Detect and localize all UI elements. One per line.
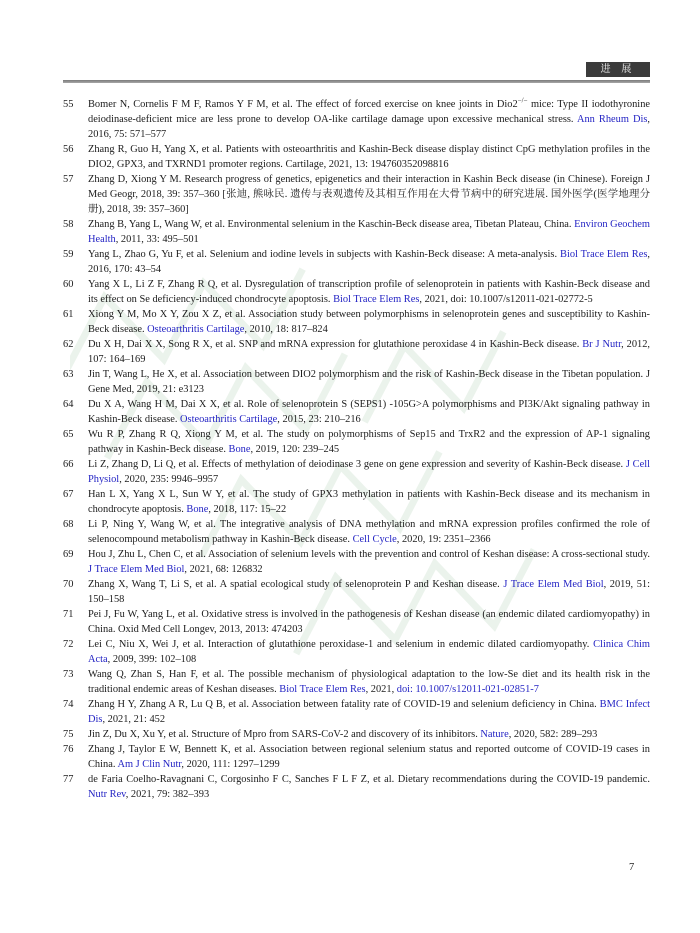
reference-number: 62	[63, 339, 74, 350]
reference-item	[63, 427, 650, 457]
text-segment: , 2012, 107: 164–169	[88, 339, 651, 365]
text-segment: Yang X L, Li Z F, Zhang R Q, et al. Dysregulation of transcription profile of selenoprotein in patients with Kashin-Beck disease and its effect on Se deficiency-induced chondrocyte apoptosis.	[88, 279, 650, 305]
journal-link[interactable]: J Cell Physiol	[88, 459, 650, 485]
reference-number: 77	[63, 774, 74, 785]
reference-text	[88, 397, 650, 427]
reference-item	[63, 307, 650, 337]
reference-number: 73	[63, 669, 74, 680]
text-segment: , 2011, 33: 495–501	[115, 234, 199, 245]
reference-number: 74	[63, 699, 74, 710]
journal-link[interactable]: Br J Nutr	[582, 339, 622, 350]
text-segment: Zhang R, Guo H, Yang X, et al. Patients with osteoarthritis and Kashin-Beck disease display distinct CpG methylation profiles in the DIO2, GPX3, and TXRND1 promoter regions. Cartilage, 2021, 13: 194760352098816	[88, 144, 650, 170]
reference-text	[88, 727, 650, 742]
journal-link[interactable]: Environ Geochem Health	[88, 219, 650, 245]
text-segment: , 2015, 23: 210–216	[277, 414, 361, 425]
text-segment: , 2020, 19: 2351–2366	[396, 534, 491, 545]
reference-number: 70	[63, 579, 74, 590]
text-segment: , 2020, 582: 289–293	[508, 729, 598, 740]
journal-link[interactable]: Biol Trace Elem Res	[333, 294, 420, 305]
text-segment: mice: Type II iodothyronine deiodinase-deficient mice are less prone to develop OA-like cartilage damage upon excessive mechanical stress.	[88, 99, 650, 125]
reference-text	[88, 607, 650, 637]
text-segment: Wang Q, Zhan S, Han F, et al. The possible mechanism of physiological adaptation to the low-Se diet and its health risk in the traditional endemic areas of Keshan diseases.	[88, 669, 650, 695]
reference-number: 60	[63, 279, 74, 290]
text-segment: , 2010, 18: 817–824	[244, 324, 328, 335]
reference-number: 72	[63, 639, 74, 650]
text-segment: Du X A, Wang H M, Dai X X, et al. Role of selenoprotein S (SEPS1) -105G>A polymorphisms and PI3K/Akt signaling pathway in Kashin-Beck disease.	[88, 399, 650, 425]
text-segment: , 2021,	[365, 684, 397, 695]
reference-text	[88, 772, 650, 802]
reference-item	[63, 487, 650, 517]
journal-link[interactable]: Bone	[228, 444, 251, 455]
reference-item	[63, 742, 650, 772]
text-segment: de Faria Coelho-Ravagnani C, Corgosinho F C, Sanches F L F Z, et al. Dietary recommendations during the COVID-19 pandemic.	[88, 774, 650, 785]
reference-text	[88, 577, 650, 607]
reference-item	[63, 607, 650, 637]
header-rule	[63, 80, 650, 83]
reference-text	[88, 427, 650, 457]
text-segment: Zhang D, Xiong Y M. Research progress of genetics, epigenetics and their interaction in Kashin Beck disease (in Chinese). Foreign J Med Geogr, 2018, 39: 357–360 [张迪, 熊咏民. 遗传与表观遗传及其相互作用在大骨节病中的研究进展. 国外医学(医学地理分册), 2018, 39: 357–360]	[88, 174, 650, 215]
reference-text	[88, 367, 650, 397]
text-segment: Zhang J, Taylor E W, Bennett K, et al. Association between regional selenium status and reported outcome of COVID-19 cases in China.	[88, 744, 650, 770]
text-segment: Zhang X, Wang T, Li S, et al. A spatial ecological study of selenoprotein P and Keshan disease.	[88, 579, 504, 590]
reference-number: 56	[63, 144, 74, 155]
reference-item	[63, 772, 650, 802]
reference-item	[63, 217, 650, 247]
reference-number: 76	[63, 744, 74, 755]
journal-link[interactable]: Cell Cycle	[352, 534, 397, 545]
journal-link[interactable]: J Trace Elem Med Biol	[503, 579, 604, 590]
text-segment: Li P, Ning Y, Wang W, et al. The integrative analysis of DNA methylation and mRNA expression profiles confirmed the role of selenocompound metabolism pathway in Kashin-Beck disease.	[88, 519, 650, 545]
text-segment: , 2021, 21: 452	[102, 714, 166, 725]
reference-text	[88, 217, 650, 247]
reference-list	[63, 97, 650, 802]
reference-number: 59	[63, 249, 74, 260]
journal-link[interactable]: Nutr Rev	[88, 789, 126, 800]
text-segment: Han L X, Yang X L, Sun W Y, et al. The study of GPX3 methylation in patients with Kashin-Beck disease and its mechanism in chondrocyte apoptosis.	[88, 489, 650, 515]
journal-link[interactable]: J Trace Elem Med Biol	[88, 564, 185, 575]
reference-item	[63, 337, 650, 367]
reference-item	[63, 637, 650, 667]
reference-item	[63, 457, 650, 487]
journal-link[interactable]: Osteoarthritis Cartilage	[180, 414, 278, 425]
reference-text	[88, 337, 650, 367]
reference-number: 75	[63, 729, 74, 740]
reference-item	[63, 577, 650, 607]
journal-link[interactable]: BMC Infect Dis	[88, 699, 650, 725]
text-segment: Jin T, Wang L, He X, et al. Association between DIO2 polymorphism and the risk of Kashin-Beck disease in the Tibetan population. J Gene Med, 2019, 21: e3123	[88, 369, 650, 395]
text-segment: , 2021, 79: 382–393	[125, 789, 210, 800]
reference-item	[63, 247, 650, 277]
reference-number: 65	[63, 429, 74, 440]
text-segment: , 2019, 120: 239–245	[250, 444, 340, 455]
journal-link[interactable]: Am J Clin Nutr	[117, 759, 182, 770]
journal-link[interactable]: Osteoarthritis Cartilage	[147, 324, 245, 335]
reference-number: 58	[63, 219, 74, 230]
text-segment: Yang L, Zhao G, Yu F, et al. Selenium and iodine levels in subjects with Kashin-Beck disease: A meta-analysis.	[88, 249, 561, 260]
reference-text	[88, 547, 650, 577]
reference-text	[88, 487, 650, 517]
reference-text	[88, 637, 650, 667]
reference-text	[88, 172, 650, 217]
reference-item	[63, 277, 650, 307]
text-segment: Wu R P, Zhang R Q, Xiong Y M, et al. The study on polymorphisms of Sep15 and TrxR2 and the expression of AP-1 signaling pathway in Kashin-Beck disease.	[88, 429, 650, 455]
text-segment: , 2016, 170: 43–54	[88, 249, 650, 275]
reference-text	[88, 277, 650, 307]
text-segment: , 2019, 51: 150–158	[88, 579, 650, 605]
reference-number: 63	[63, 369, 74, 380]
reference-number: 64	[63, 399, 74, 410]
text-segment: Xiong Y M, Mo X Y, Zou X Z, et al. Association study between polymorphisms in selenoprotein genes and susceptibility to Kashin-Beck disease.	[88, 309, 650, 335]
reference-item	[63, 172, 650, 217]
journal-link[interactable]: Clinica Chim Acta	[88, 639, 651, 665]
reference-number: 69	[63, 549, 74, 560]
text-segment: Zhang H Y, Zhang A R, Lu Q B, et al. Association between fatality rate of COVID-19 and selenium deficiency in China.	[88, 699, 600, 710]
reference-text	[88, 697, 650, 727]
reference-number: 55	[63, 99, 74, 110]
journal-link[interactable]: Ann Rheum Dis	[576, 114, 648, 125]
reference-number: 57	[63, 174, 74, 185]
text-segment: , 2020, 235: 9946–9957	[119, 474, 219, 485]
reference-text	[88, 742, 650, 772]
reference-text	[88, 142, 650, 172]
reference-number: 67	[63, 489, 74, 500]
reference-item	[63, 517, 650, 547]
text-segment: Li Z, Zhang D, Li Q, et al. Effects of methylation of deiodinase 3 gene on gene expression and severity of Kashin-Beck disease.	[88, 459, 626, 470]
reference-text	[88, 307, 650, 337]
text-segment: Jin Z, Du X, Xu Y, et al. Structure of Mpro from SARS-CoV-2 and discovery of its inhibitors.	[88, 729, 481, 740]
reference-number: 68	[63, 519, 74, 530]
reference-item	[63, 697, 650, 727]
reference-item	[63, 667, 650, 697]
reference-item	[63, 142, 650, 172]
reference-text	[88, 457, 650, 487]
section-badge: 进 展	[586, 62, 650, 77]
text-segment: Zhang B, Yang L, Wang W, et al. Environmental selenium in the Kaschin-Beck disease area, Tibetan Plateau, China.	[88, 219, 575, 230]
page-number: 7	[629, 862, 635, 873]
text-segment: , 2021, doi: 10.1007/s12011-021-02772-5	[419, 294, 593, 305]
reference-item	[63, 367, 650, 397]
reference-number: 71	[63, 609, 74, 620]
reference-number: 61	[63, 309, 74, 320]
reference-text	[88, 667, 650, 697]
reference-item	[63, 727, 650, 742]
text-segment: , 2018, 117: 15–22	[208, 504, 287, 515]
reference-item	[63, 547, 650, 577]
journal-link[interactable]: Nature	[480, 729, 509, 740]
journal-link[interactable]: doi: 10.1007/s12011-021-02851-7	[396, 684, 539, 695]
text-segment: Bomer N, Cornelis F M F, Ramos Y F M, et al. The effect of forced exercise on knee joints in Dio2	[88, 99, 518, 110]
text-segment: Pei J, Fu W, Yang L, et al. Oxidative stress is involved in the pathogenesis of Keshan disease (an endemic dilated cardiomyopathy) in China. Oxid Med Cell Longev, 2013, 2013: 474203	[88, 609, 650, 635]
text-segment: , 2021, 68: 126832	[184, 564, 263, 575]
journal-link[interactable]: Bone	[186, 504, 209, 515]
text-segment: Hou J, Zhu L, Chen C, et al. Association of selenium levels with the prevention and control of Keshan disease: A cross-sectional study.	[88, 549, 650, 560]
text-segment: Lei C, Niu X, Wei J, et al. Interaction of glutathione peroxidase-1 and selenium in endemic dilated cardiomyopathy.	[88, 639, 594, 650]
reference-text	[88, 517, 650, 547]
reference-text	[88, 97, 650, 142]
superscript-text: −/−	[517, 96, 528, 105]
reference-item	[63, 97, 650, 142]
journal-link[interactable]: Biol Trace Elem Res	[560, 249, 648, 260]
text-segment: , 2020, 111: 1297–1299	[181, 759, 280, 770]
text-segment: , 2009, 399: 102–108	[107, 654, 197, 665]
journal-link[interactable]: Biol Trace Elem Res	[279, 684, 366, 695]
reference-text	[88, 247, 650, 277]
text-segment: , 2016, 75: 571–577	[88, 114, 650, 140]
text-segment: Du X H, Dai X X, Song R X, et al. SNP and mRNA expression for glutathione peroxidase 4 in Kashin-Beck disease.	[88, 339, 583, 350]
reference-number: 66	[63, 459, 74, 470]
reference-item	[63, 397, 650, 427]
